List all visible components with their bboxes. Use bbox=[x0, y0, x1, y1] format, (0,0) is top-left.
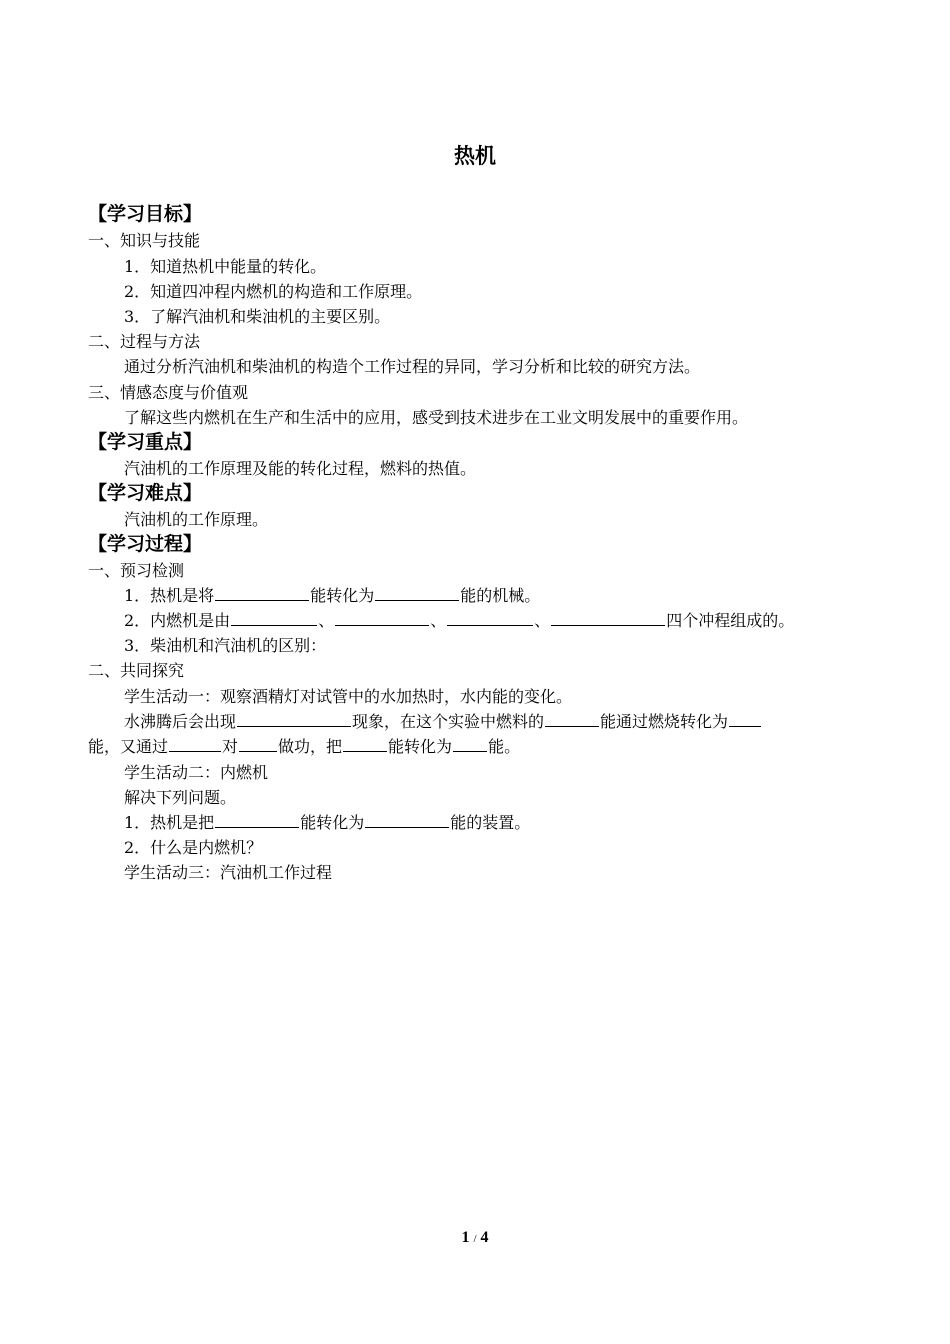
question-3: 3．柴油机和汽油机的区别： bbox=[124, 636, 327, 655]
process-method-text: 通过分析汽油机和柴油机的构造个工作过程的异同，学习分析和比较的研究方法。 bbox=[124, 357, 701, 376]
objective-item: 2．知道四冲程内燃机的构造和工作原理。 bbox=[124, 282, 423, 301]
answer-blank[interactable] bbox=[343, 737, 387, 752]
values-text: 了解这些内燃机在生产和生活中的应用，感受到技术进步在工业文明发展中的重要作用。 bbox=[124, 408, 749, 427]
page-number: 1 / 4 bbox=[461, 1229, 489, 1246]
answer-blank[interactable] bbox=[237, 712, 351, 727]
section-values: 三、情感态度与价值观 bbox=[88, 383, 249, 402]
answer-blank[interactable] bbox=[239, 737, 277, 752]
answer-blank[interactable] bbox=[215, 813, 299, 828]
activity-1-line-2: 能，又通过 对 做功，把 能转化为 能。 bbox=[88, 737, 521, 756]
answer-blank[interactable] bbox=[453, 737, 487, 752]
answer-blank[interactable] bbox=[545, 712, 599, 727]
page-title: 热机 bbox=[454, 144, 496, 168]
question-2: 2．内燃机是由 、 、 、 四个冲程组成的。 bbox=[124, 611, 795, 630]
answer-blank[interactable] bbox=[729, 712, 761, 727]
difficulties-text: 汽油机的工作原理。 bbox=[124, 510, 269, 529]
key-points-text: 汽油机的工作原理及能的转化过程，燃料的热值。 bbox=[124, 459, 477, 478]
objective-item: 3．了解汽油机和柴油机的主要区别。 bbox=[124, 307, 391, 326]
section-process-method: 二、过程与方法 bbox=[88, 332, 201, 351]
activity-1: 学生活动一：观察酒精灯对试管中的水加热时，水内能的变化。 bbox=[124, 687, 573, 706]
solve-question-1: 1．热机是把 能转化为 能的装置。 bbox=[124, 813, 531, 832]
heading-difficulties: 【学习难点】 bbox=[88, 482, 203, 504]
section-preview: 一、预习检测 bbox=[88, 561, 185, 580]
activity-3: 学生活动三：汽油机工作过程 bbox=[124, 863, 333, 882]
heading-objectives: 【学习目标】 bbox=[88, 203, 203, 225]
answer-blank[interactable] bbox=[551, 611, 665, 626]
activity-1-line-1: 水沸腾后会出现 现象，在这个实验中燃料的 能通过燃烧转化为 bbox=[124, 712, 762, 732]
answer-blank[interactable] bbox=[447, 611, 533, 626]
solve-question-2: 2．什么是内燃机？ bbox=[124, 838, 263, 857]
answer-blank[interactable] bbox=[375, 586, 459, 601]
activity-2: 学生活动二：内燃机 bbox=[124, 763, 269, 782]
objective-item: 1．知道热机中能量的转化。 bbox=[124, 257, 327, 276]
answer-blank[interactable] bbox=[335, 611, 429, 626]
answer-blank[interactable] bbox=[215, 586, 309, 601]
heading-key-points: 【学习重点】 bbox=[88, 431, 203, 453]
answer-blank[interactable] bbox=[231, 611, 317, 626]
heading-process: 【学习过程】 bbox=[88, 533, 203, 555]
question-1: 1．热机是将 能转化为 能的机械。 bbox=[124, 586, 541, 605]
answer-blank[interactable] bbox=[365, 813, 449, 828]
section-explore: 二、共同探究 bbox=[88, 661, 185, 680]
solve-problems: 解决下列问题。 bbox=[124, 788, 237, 807]
answer-blank[interactable] bbox=[169, 737, 221, 752]
section-knowledge: 一、知识与技能 bbox=[88, 231, 201, 250]
